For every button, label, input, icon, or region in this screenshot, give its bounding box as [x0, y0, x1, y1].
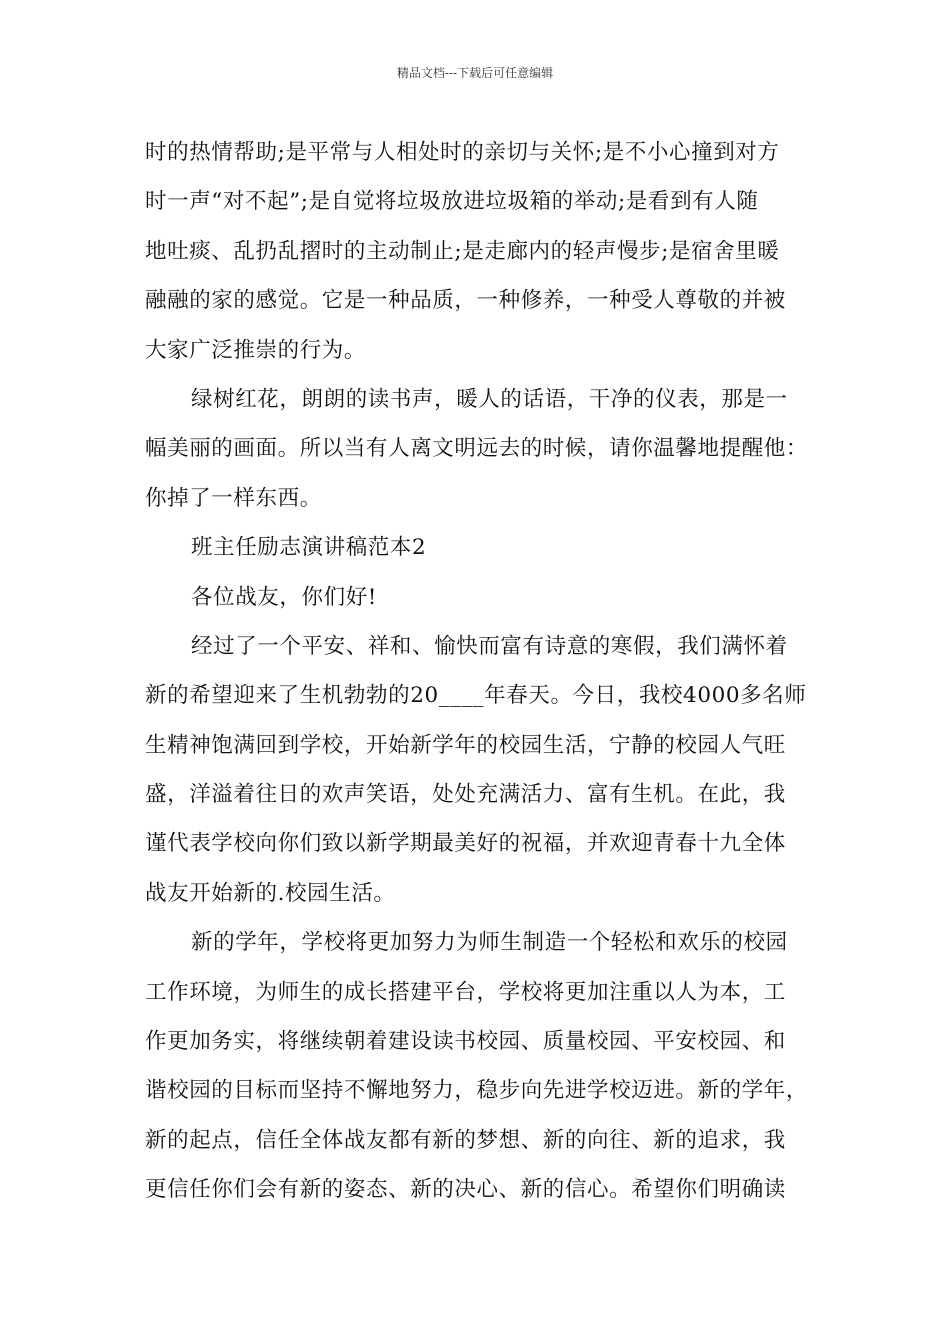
page-header: 精品文档---下载后可任意编辑: [396, 66, 554, 80]
text-line: 生精神饱满回到学校，开始新学年的校园生活，宁静的校园人气旺: [145, 732, 786, 758]
text-line: 谐校园的目标而坚持不懈地努力，稳步向先进学校迈进。新的学年，: [145, 1078, 809, 1104]
text-line: 时的热情帮助;是平常与人相处时的亲切与关怀;是不小心撞到对方: [145, 140, 780, 165]
text-line: 盛，洋溢着往日的欢声笑语，处处充满活力、富有生机。在此，我: [145, 782, 786, 808]
text-line: 新的起点，信任全体战友都有新的梦想、新的向往、新的追求，我: [145, 1127, 786, 1153]
text-line: 融融的家的感觉。它是一种品质，一种修养，一种受人尊敬的并被: [145, 288, 786, 314]
text-line: 工作环境，为师生的成长搭建平台，学校将更加注重以人为本，工: [145, 979, 786, 1005]
text-line: 幅美丽的画面。所以当有人离文明远去的时候，请你温馨地提醒他：: [145, 436, 809, 462]
text-line: 绿树红花，朗朗的读书声，暖人的话语，干净的仪表，那是一: [191, 386, 788, 412]
section-title: 班主任励志演讲稿范本2: [191, 535, 427, 561]
text-line: 新的学年，学校将更加努力为师生制造一个轻松和欢乐的校园: [191, 930, 788, 956]
text-line: 大家广泛推崇的行为。: [145, 337, 367, 363]
text-line: 地吐痰、乱扔乱摺时的主动制止;是走廊内的轻声慢步;是宿舍里暖: [145, 238, 780, 264]
text-line: 谨代表学校向你们致以新学期最美好的祝福，并欢迎青春十九全体: [145, 831, 786, 857]
document-body: [145, 128, 825, 1215]
text-line: 更信任你们会有新的姿态、新的决心、新的信心。希望你们明确读: [145, 1177, 786, 1203]
text-line: 经过了一个平安、祥和、愉快而富有诗意的寒假，我们满怀着: [191, 633, 788, 659]
text-line: 时一声“对不起”;是自觉将垃圾放进垃圾箱的举动;是看到有人随: [145, 189, 759, 215]
greeting-line: 各位战友，你们好!: [191, 584, 378, 610]
text-line: 战友开始新的.校园生活。: [145, 880, 396, 906]
text-line: 新的希望迎来了生机勃勃的20____年春天。今日，我校4000多名师: [145, 683, 807, 709]
text-line: 你掉了一样东西。: [145, 485, 322, 511]
text-line: 作更加务实，将继续朝着建设读书校园、质量校园、平安校园、和: [145, 1029, 786, 1055]
